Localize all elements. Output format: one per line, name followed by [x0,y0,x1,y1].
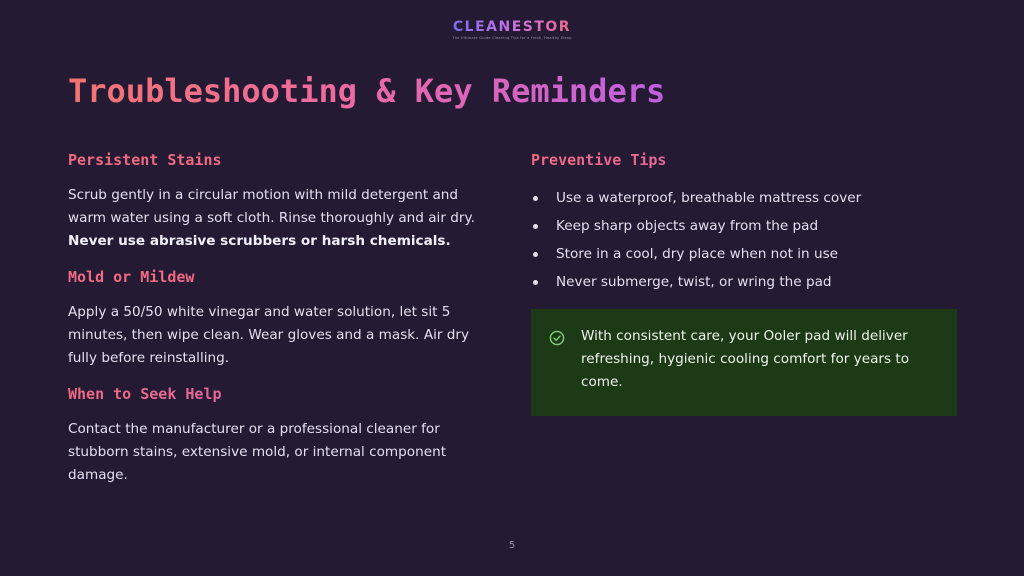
section-text-help: Contact the manufacturer or a professional cleaner for stubborn stains, extensive mold, or internal component damage. [68,421,447,483]
bullet-icon [533,252,538,257]
logo-wordmark: CLEANESTOR [452,19,572,35]
section-heading-help: When to Seek Help [68,384,488,404]
list-item [531,268,961,296]
section-heading-stains: Persistent Stains [68,151,222,169]
bullet-icon [533,196,538,201]
section-text-mold: Apply a 50/50 white vinegar and water solution, let sit 5 minutes, then wipe clean. Wear gloves and a mask. Air dry fully before reinstalling. [68,304,470,366]
tip-text: Never submerge, twist, or wring the pad [556,274,832,290]
tips-list [531,184,961,296]
check-circle-icon [549,330,565,346]
list-item [531,184,961,212]
bullet-icon [533,224,538,229]
tip-text: Keep sharp objects away from the pad [556,218,819,234]
list-item [531,240,961,268]
logo-tagline: The Ultimate Guide Cleaning Tips for a Fresh, Healthy Sleep [452,36,572,40]
list-item [531,212,961,240]
stains-text: Scrub gently in a circular motion with mild detergent and warm water using a soft cloth. Rinse thoroughly and air dry. [68,187,475,226]
left-column [68,150,488,501]
section-heading-tips: Preventive Tips [531,150,961,170]
section-text-stains [68,184,488,253]
stains-warning: Never use abrasive scrubbers or harsh chemicals. [68,233,451,249]
bullet-icon [533,280,538,285]
section-heading-mold: Mold or Mildew [68,268,195,286]
tip-text: Use a waterproof, breathable mattress cover [556,190,862,206]
tip-text: Store in a cool, dry place when not in use [556,246,839,262]
page-number: 5 [508,540,516,551]
callout-text: With consistent care, your Ooler pad will deliver refreshing, hygienic cooling comfort for years to come. [581,328,910,390]
callout-box [531,309,957,416]
page-title: Troubleshooting & Key Reminders [68,72,666,110]
brand-logo [0,16,1024,40]
right-column [531,150,961,296]
